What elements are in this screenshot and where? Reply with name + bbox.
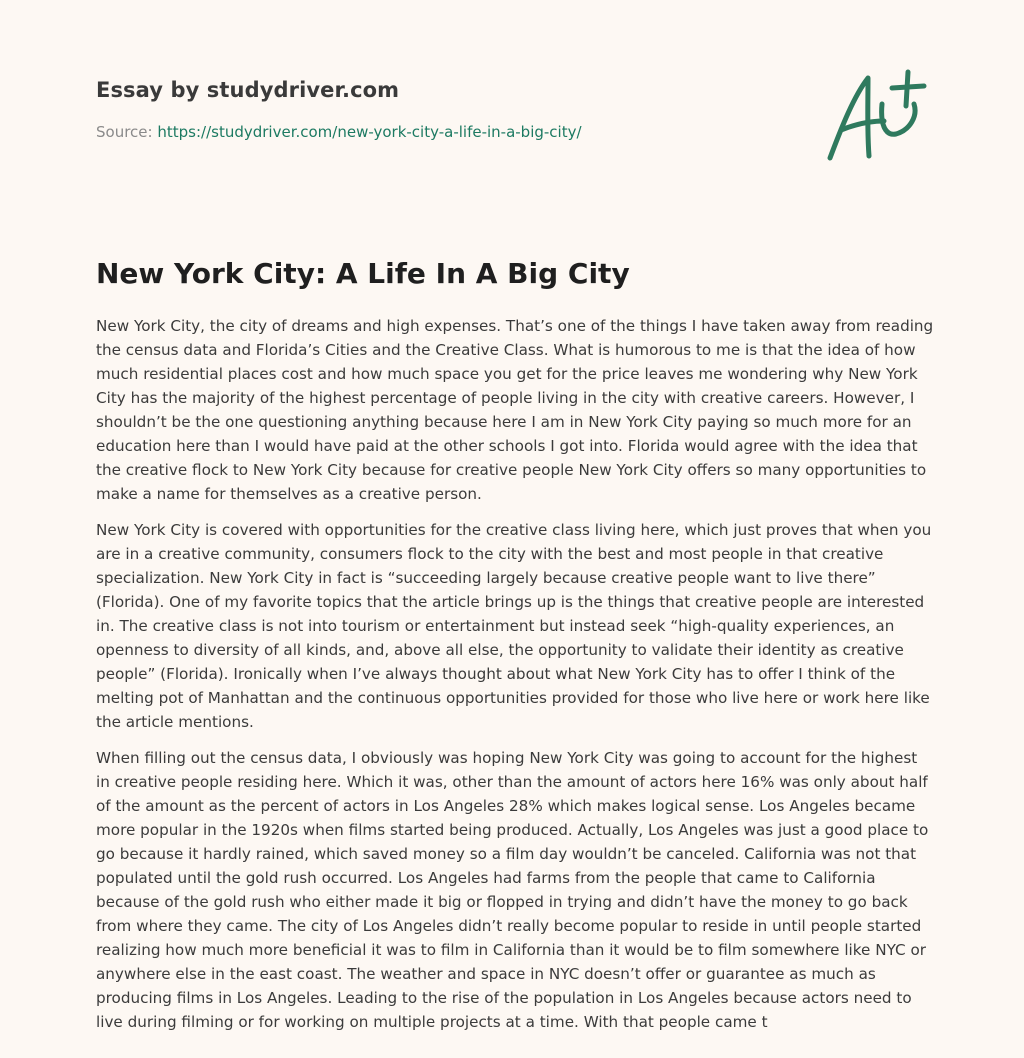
article-paragraph: New York City is covered with opportunities for the creative class living here, which just proves that when you are in a creative community, consumers flock to the city with the best and most people in that creative specialization. New York City in fact is “succeeding largely because creative people want to live there” (Florida). One of my favorite topics that the article brings up is the things that creative people are interested in. The creative class is not into tourism or entertainment but instead seek “high-quality experiences, an openness to diversity of all kinds, and, above all else, the opportunity to validate their identity as creative people” (Florida). Ironically when I’ve always thought about what New York City has to offer I think of the melting pot of Manhattan and the continuous opportunities provided for those who live here or work here like the article mentions. [96, 521, 932, 731]
article-body [96, 314, 934, 1046]
source-label: Source: [96, 123, 153, 141]
essay-header [96, 76, 656, 142]
source-link[interactable]: https://studydriver.com/new-york-city-a-life-in-a-big-city/ [157, 123, 582, 141]
article-paragraph: When filling out the census data, I obviously was hoping New York City was going to account for the highest in creative people residing here. Which it was, other than the amount of actors here 16% was only about half of the amount as the percent of actors in Los Angeles 28% which makes logical sense. Los Angeles became more popular in the 1920s when films started being produced. Actually, Los Angeles was just a good place to go because it hardly rained, which saved money so a film day wouldn’t be canceled. California was not that populated until the gold rush occurred. Los Angeles had farms from the people that came to California because of the gold rush who either made it big or flopped in trying and didn’t have the money to go back from where they came. The city of Los Angeles didn’t really become popular to reside in until people started realizing how much more beneficial it was to film in California than it would be to film somewhere like NYC or anywhere else in the east coast. The weather and space in NYC doesn’t offer or guarantee as much as producing films in Los Angeles. Leading to the rise of the population in Los Angeles because actors need to live during filming or for working on multiple projects at a time. With that people came t [96, 749, 929, 1031]
source-line [96, 122, 656, 142]
article-title: New York City: A Life In A Big City [96, 257, 630, 290]
a-plus-logo-icon [820, 66, 932, 166]
article-paragraph: New York City, the city of dreams and high expenses. That’s one of the things I have taken away from reading the census data and Florida’s Cities and the Creative Class. What is humorous to me is that the idea of how much residential places cost and how much space you get for the price leaves me wondering why New York City has the majority of the highest percentage of people living in the city with creative careers. However, I shouldn’t be the one questioning anything because here I am in New York City paying so much more for an education here than I would have paid at the other schools I got into. Florida would agree with the idea that the creative flock to New York City because for creative people New York City offers so many opportunities to make a name for themselves as a creative person. [96, 317, 934, 503]
brand-title: Essay by studydriver.com [96, 78, 400, 102]
